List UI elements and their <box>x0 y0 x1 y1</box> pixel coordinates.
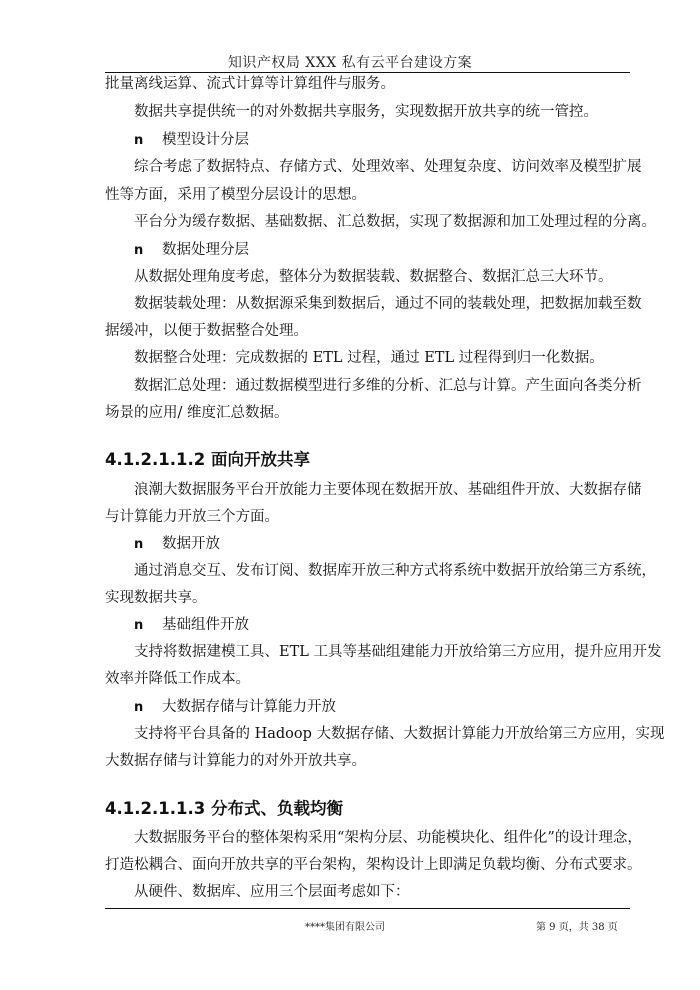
header-divider <box>105 72 630 73</box>
paragraph-line: 性等方面，采用了模型分层设计的思想。 <box>105 187 366 203</box>
section-heading <box>105 446 310 470</box>
bullet-item-bigdata-open <box>134 697 336 718</box>
bullet-item-model-design <box>134 130 249 151</box>
paragraph-line: 打造松耦合、面向开放共享的平台架构，架构设计上即满足负载均衡、分布式要求。 <box>105 857 642 873</box>
bullet-marker: n <box>134 537 144 552</box>
bullet-text: 数据处理分层 <box>162 242 249 258</box>
paragraph-line: 数据共享提供统一的对外数据共享服务，实现数据开放共享的统一管控。 <box>134 104 598 120</box>
bullet-marker: n <box>134 243 144 258</box>
bullet-item-data-open <box>134 534 220 555</box>
paragraph-line: 通过消息交互、发布订阅、数据库开放三种方式将系统中数据开放给第三方系统， <box>134 563 656 579</box>
paragraph-line: 从硬件、数据库、应用三个层面考虑如下： <box>134 884 410 900</box>
section-title: 分布式、负载均衡 <box>211 799 343 818</box>
paragraph-line: 大数据服务平台的整体架构采用“架构分层、功能模块化、组件化”的设计理念， <box>134 830 642 846</box>
paragraph-line: 浪潮大数据服务平台开放能力主要体现在数据开放、基础组件开放、大数据存储 <box>134 482 642 498</box>
section-number: 4.1.2.1.1.2 <box>105 450 206 469</box>
bullet-text: 基础组件开放 <box>162 617 249 633</box>
page-number: 第 9 页，共 38 页 <box>536 922 618 933</box>
bullet-item-component-open <box>134 615 249 636</box>
section-title: 面向开放共享 <box>211 450 310 469</box>
bullet-text: 大数据存储与计算能力开放 <box>162 699 336 715</box>
page-header-title: 知识产权局 XXX 私有云平台建设方案 <box>227 55 473 71</box>
footer-company: ****集团有限公司 <box>305 922 385 933</box>
bullet-text: 模型设计分层 <box>162 132 249 148</box>
paragraph-line: 场景的应用/ 维度汇总数据。 <box>105 405 289 421</box>
paragraph-line: 支持将数据建模工具、ETL 工具等基础组建能力开放给第三方应用，提升应用开发 <box>134 644 662 660</box>
paragraph-line: 大数据存储与计算能力的对外开放共享。 <box>105 753 366 769</box>
paragraph-line: 从数据处理角度考虑，整体分为数据装载、数据整合、数据汇总三大环节。 <box>134 269 613 285</box>
bullet-marker: n <box>134 133 144 148</box>
bullet-item-data-processing <box>134 240 249 261</box>
section-heading <box>105 795 343 819</box>
footer-divider <box>105 908 630 909</box>
paragraph-line: 数据整合处理：完成数据的 ETL 过程，通过 ETL 过程得到归一化数据。 <box>134 350 604 366</box>
paragraph-line: 数据汇总处理：通过数据模型进行多维的分析、汇总与计算。产生面向各类分析 <box>134 378 642 394</box>
paragraph-line: 据缓冲，以便于数据整合处理。 <box>105 323 308 339</box>
paragraph-line: 实现数据共享。 <box>105 590 207 606</box>
paragraph-line: 数据装载处理：从数据源采集到数据后，通过不同的装载处理，把数据加载至数 <box>134 296 642 312</box>
paragraph-line: 平台分为缓存数据、基础数据、汇总数据，实现了数据源和加工处理过程的分离。 <box>134 214 656 230</box>
paragraph-line: 支持将平台具备的 Hadoop 大数据存储、大数据计算能力开放给第三方应用，实现 <box>134 726 665 742</box>
paragraph-line: 与计算能力开放三个方面。 <box>105 509 279 525</box>
section-number: 4.1.2.1.1.3 <box>105 799 206 818</box>
bullet-marker: n <box>134 618 144 633</box>
paragraph-line: 批量离线运算、流式计算等计算组件与服务。 <box>105 76 395 92</box>
paragraph-line: 效率并降低工作成本。 <box>105 671 250 687</box>
bullet-text: 数据开放 <box>162 536 220 552</box>
bullet-marker: n <box>134 700 144 715</box>
paragraph-line: 综合考虑了数据特点、存储方式、处理效率、处理复杂度、访问效率及模型扩展 <box>134 159 642 175</box>
